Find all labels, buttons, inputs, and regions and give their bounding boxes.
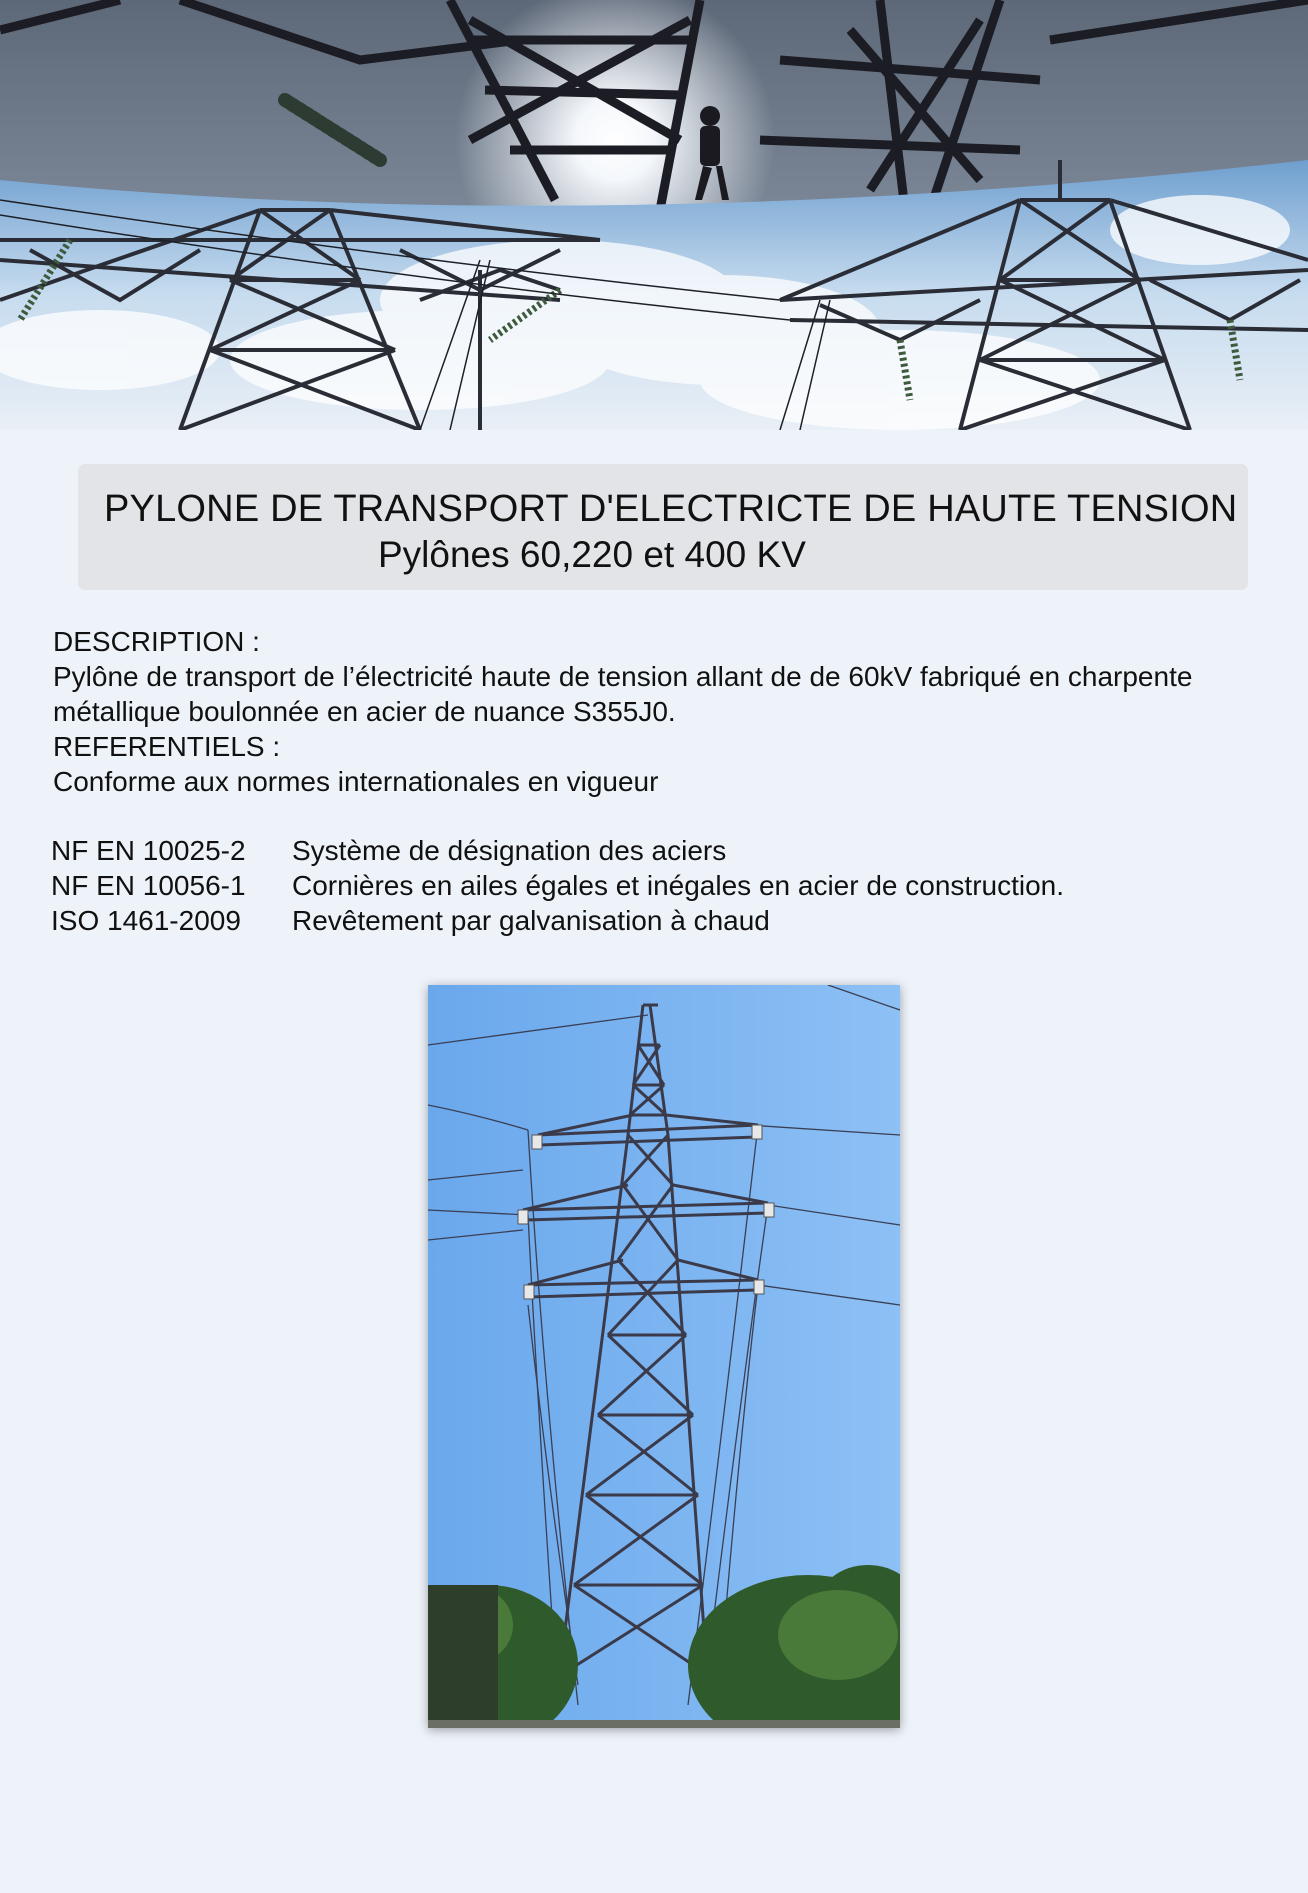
standard-row: [51, 833, 1064, 868]
standards-list: [51, 833, 1064, 938]
standard-label: Cornières en ailes égales et inégales en acier de construction.: [292, 870, 1065, 901]
standard-row: [51, 903, 1064, 938]
pylon-photo: [428, 985, 900, 1728]
standard-row: [51, 868, 1064, 903]
referentiels-heading: REFERENTIELS :: [53, 731, 281, 762]
standard-code: ISO 1461-2009: [51, 905, 241, 936]
page-subtitle: Pylônes 60,220 et 400 KV: [378, 534, 806, 575]
standard-code: NF EN 10056-1: [51, 870, 246, 901]
title-box: [78, 464, 1248, 590]
header-banner-image: [0, 0, 1308, 430]
standard-label: Système de désignation des aciers: [292, 835, 727, 866]
description-section: [53, 624, 1263, 799]
standard-label: Revêtement par galvanisation à chaud: [292, 905, 770, 936]
referentiels-text: Conforme aux normes internationales en vigueur: [53, 766, 659, 797]
description-heading: DESCRIPTION :: [53, 626, 260, 657]
description-text: Pylône de transport de l’électricité haute de tension allant de de 60kV fabriqué en charpente métallique boulonnée en acier de nuance S355J0.: [53, 661, 1193, 727]
page-title: PYLONE DE TRANSPORT D'ELECTRICTE DE HAUTE TENSION: [104, 488, 1238, 530]
standard-code: NF EN 10025-2: [51, 835, 246, 866]
